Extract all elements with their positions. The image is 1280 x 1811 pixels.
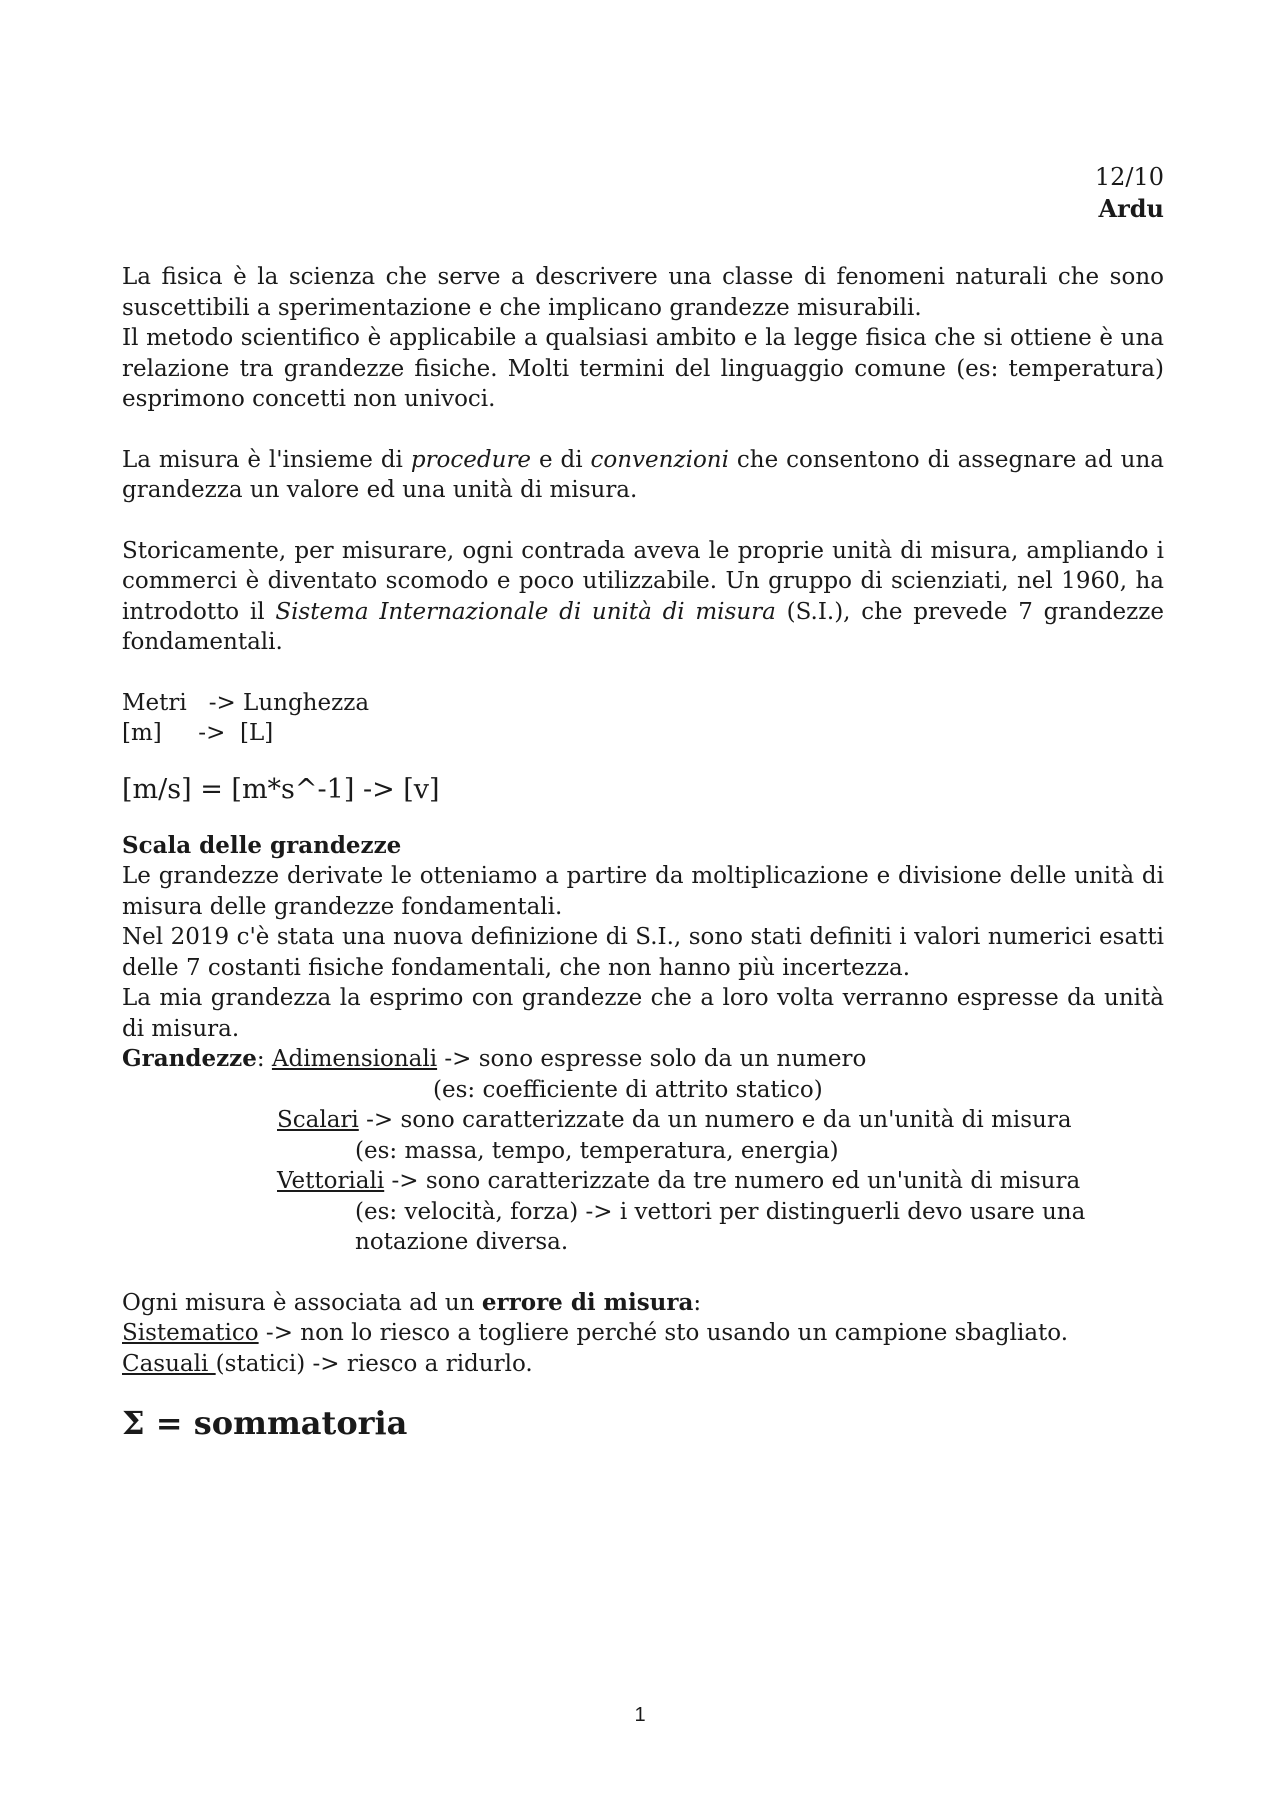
vettoriali-example-1: (es: velocità, forza) -> i vettori per distinguerli devo usare una bbox=[355, 1198, 1086, 1225]
intro-paragraph-2: Il metodo scientifico è applicabile a qualsiasi ambito e la legge fisica che si ottiene è una relazione tra grandezze fisiche. Molti termini del linguaggio comune (es: temperatura) esprimono concetti non univoci. bbox=[122, 325, 1164, 412]
grandezze-scalari: Scalari -> sono caratterizzate da un numero e da un'unità di misura bbox=[277, 1107, 1072, 1133]
grandezze-label: Grandezze bbox=[122, 1045, 257, 1072]
grandezze-adimensionali: Grandezze: Adimensionali -> sono espresse solo da un numero bbox=[122, 1045, 867, 1072]
units-line-1: Metri -> Lunghezza bbox=[122, 689, 370, 716]
errore-sistematico: Sistematico -> non lo riesco a togliere perché sto usando un campione sbagliato. bbox=[122, 1320, 1069, 1346]
scala-paragraph-1: Le grandezze derivate le otteniamo a partire da moltiplicazione e divisione delle unità di misura delle grandezze fondamentali. bbox=[122, 863, 1164, 920]
sistematico-term: Sistematico bbox=[122, 1320, 259, 1346]
procedure-emphasis: procedure bbox=[410, 446, 532, 473]
header bbox=[1095, 161, 1164, 225]
vettoriali-example-2: notazione diversa. bbox=[355, 1229, 569, 1255]
velocity-formula: [m/s] = [m*s^-1] -> [v] bbox=[122, 773, 440, 805]
scala-title: Scala delle grandezze bbox=[122, 831, 402, 859]
convenzioni-emphasis: convenzioni bbox=[590, 446, 729, 473]
grandezze-vettoriali: Vettoriali -> sono caratterizzate da tre numero ed un'unità di misura bbox=[277, 1168, 1081, 1194]
adimensionali-example: (es: coefficiente di attrito statico) bbox=[433, 1076, 823, 1103]
storia-paragraph: Storicamente, per misurare, ogni contrada aveva le proprie unità di misura, ampliando i commerci è diventato scomodo e poco utilizzabile. Un gruppo di scienziati, nel 1960, ha introdotto il Sistema Internazionale di unità di misura (S.I.), che prevede 7 grandezze fondamentali. bbox=[122, 537, 1164, 655]
vettoriali-term: Vettoriali bbox=[277, 1168, 385, 1194]
scala-paragraph-3: La mia grandezza la esprimo con grandezze che a loro volta verranno espresse da unità di misura. bbox=[122, 985, 1164, 1042]
casuali-term: Casuali bbox=[122, 1350, 216, 1377]
errore-bold: errore di misura bbox=[481, 1288, 694, 1316]
scalari-example: (es: massa, tempo, temperatura, energia) bbox=[355, 1137, 839, 1164]
si-emphasis: Sistema Internazionale di unità di misura bbox=[275, 598, 776, 625]
units-line-2: [m] -> [L] bbox=[122, 720, 274, 746]
scala-paragraph-2: Nel 2019 c'è stata una nuova definizione di S.I., sono stati definiti i valori numerici esatti delle 7 costanti fisiche fondamentali, che non hanno più incertezza. bbox=[122, 924, 1164, 981]
errore-intro: Ogni misura è associata ad un errore di misura: bbox=[122, 1288, 702, 1316]
scalari-term: Scalari bbox=[277, 1107, 359, 1133]
sommatoria-heading: Σ = sommatoria bbox=[122, 1404, 408, 1442]
errore-casuali: Casuali (statici) -> riesco a ridurlo. bbox=[122, 1350, 533, 1377]
author: Ardu bbox=[1098, 194, 1164, 223]
misura-paragraph: La misura è l'insieme di procedure e di convenzioni che consentono di assegnare ad una grandezza un valore ed una unità di misura. bbox=[122, 446, 1164, 503]
intro-paragraph-1: La fisica è la scienza che serve a descrivere una classe di fenomeni naturali che sono suscettibili a sperimentazione e che implicano grandezze misurabili. bbox=[122, 264, 1164, 321]
adimensionali-term: Adimensionali bbox=[271, 1046, 438, 1072]
page-number: 1 bbox=[634, 1704, 646, 1726]
date: 12/10 bbox=[1094, 163, 1164, 191]
document-body bbox=[122, 262, 1164, 1445]
